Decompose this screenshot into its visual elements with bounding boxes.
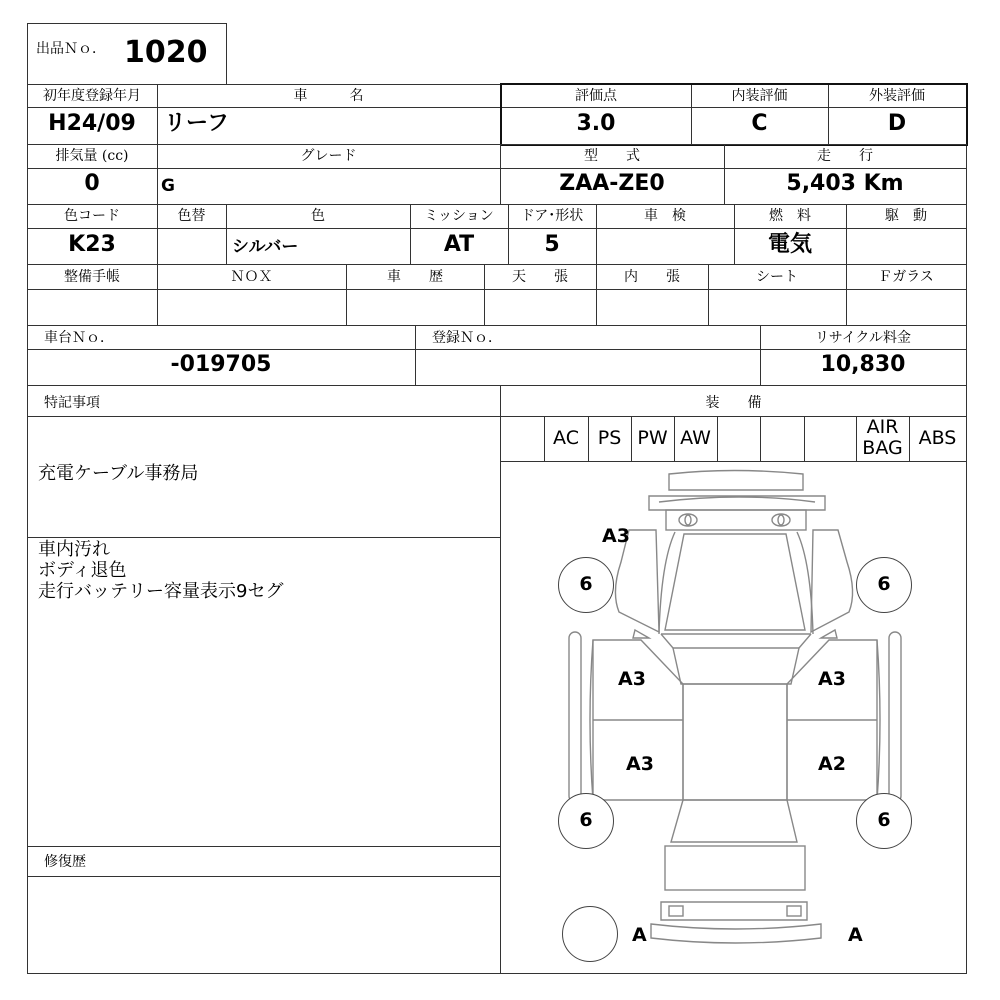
mission-label: ミッション <box>424 208 494 224</box>
exterior-grade-label: 外装評価 <box>869 88 925 104</box>
exterior-grade-value: D <box>887 111 907 136</box>
model-label: 型 式 <box>584 148 640 164</box>
interior-trim-label: 内 張 <box>624 269 680 285</box>
interior-grade-value: C <box>751 111 768 136</box>
damage-mark-rear-left: A <box>632 924 647 946</box>
color-code-value: K23 <box>68 232 116 257</box>
score-label: 評価点 <box>575 88 617 104</box>
front-glass-label: Ｆガラス <box>878 269 934 285</box>
seat-label: シート <box>756 269 798 285</box>
damage-mark-left-rear-door: A3 <box>626 753 654 775</box>
damage-mark-right-rear-door: A2 <box>818 753 846 775</box>
mileage-label: 走 行 <box>817 148 873 164</box>
remarks-note-1: 充電ケーブル事務局 <box>38 463 199 484</box>
equipment-aw: AW <box>680 427 711 449</box>
color-label: 色 <box>311 208 325 224</box>
remarks-note-2: 車内汚れ ボディ退色 走行バッテリー容量表示9セグ <box>38 539 284 602</box>
grade-label: グレード <box>300 148 357 164</box>
lot-number: 1020 <box>124 35 208 70</box>
spare-tire <box>562 906 618 962</box>
displacement-label: 排気量 (cc) <box>55 148 129 164</box>
car-name-value: リーフ <box>164 111 229 136</box>
model-value: ZAA-ZE0 <box>559 171 665 196</box>
tire-rear-left: 6 <box>558 793 614 849</box>
nox-label: ＮＯＸ <box>230 269 273 285</box>
remarks-label: 特記事項 <box>44 395 100 411</box>
tire-front-left: 6 <box>558 557 614 613</box>
first-registration-label: 初年度登録年月 <box>43 88 141 104</box>
car-name-label: 車 名 <box>293 88 364 104</box>
grade-value: G <box>161 176 175 196</box>
damage-mark-rear-right: A <box>848 924 863 946</box>
equipment-pw: PW <box>637 427 668 449</box>
damage-mark-left-front-door: A3 <box>618 668 646 690</box>
headliner-label: 天 張 <box>512 269 568 285</box>
repair-history-label: 修復歴 <box>44 854 86 870</box>
car-damage-diagram <box>501 462 966 972</box>
door-value: 5 <box>544 232 560 257</box>
damage-mark-front: A3 <box>602 525 630 547</box>
equipment-abs: ABS <box>918 427 957 449</box>
chassis-number-value: -019705 <box>170 352 272 377</box>
displacement-value: 0 <box>84 171 100 196</box>
tire-rear-right: 6 <box>856 793 912 849</box>
fuel-label: 燃 料 <box>769 208 811 224</box>
maintenance-book-label: 整備手帳 <box>64 269 120 285</box>
lot-number-label: 出品Ｎｏ． <box>36 41 106 57</box>
tire-front-right: 6 <box>856 557 912 613</box>
registration-number-label: 登録Ｎｏ． <box>432 330 502 346</box>
recycle-fee-value: 10,830 <box>820 352 906 377</box>
damage-mark-right-front-door: A3 <box>818 668 846 690</box>
interior-grade-label: 内装評価 <box>731 88 788 104</box>
door-label: ドア･形状 <box>520 208 584 224</box>
equipment-ps: PS <box>597 427 622 449</box>
chassis-number-label: 車台Ｎｏ． <box>44 330 114 346</box>
mileage-value: 5,403 Km <box>786 171 904 196</box>
recycle-fee-label: リサイクル料金 <box>814 330 912 346</box>
first-registration-value: H24/09 <box>48 111 136 136</box>
vehicle-history-label: 車 歴 <box>387 269 443 285</box>
inspection-label: 車 検 <box>644 208 686 224</box>
fuel-value: 電気 <box>767 232 812 257</box>
drive-label: 駆 動 <box>885 208 927 224</box>
equipment-airbag: AIR BAG <box>862 416 903 459</box>
color-change-label: 色替 <box>177 208 206 224</box>
score-value: 3.0 <box>576 111 616 136</box>
equipment-ac: AC <box>553 427 579 449</box>
color-code-label: 色コード <box>64 208 120 224</box>
equipment-label: 装 備 <box>705 395 762 411</box>
color-value: シルバー <box>232 237 299 257</box>
mission-value: AT <box>443 232 475 257</box>
